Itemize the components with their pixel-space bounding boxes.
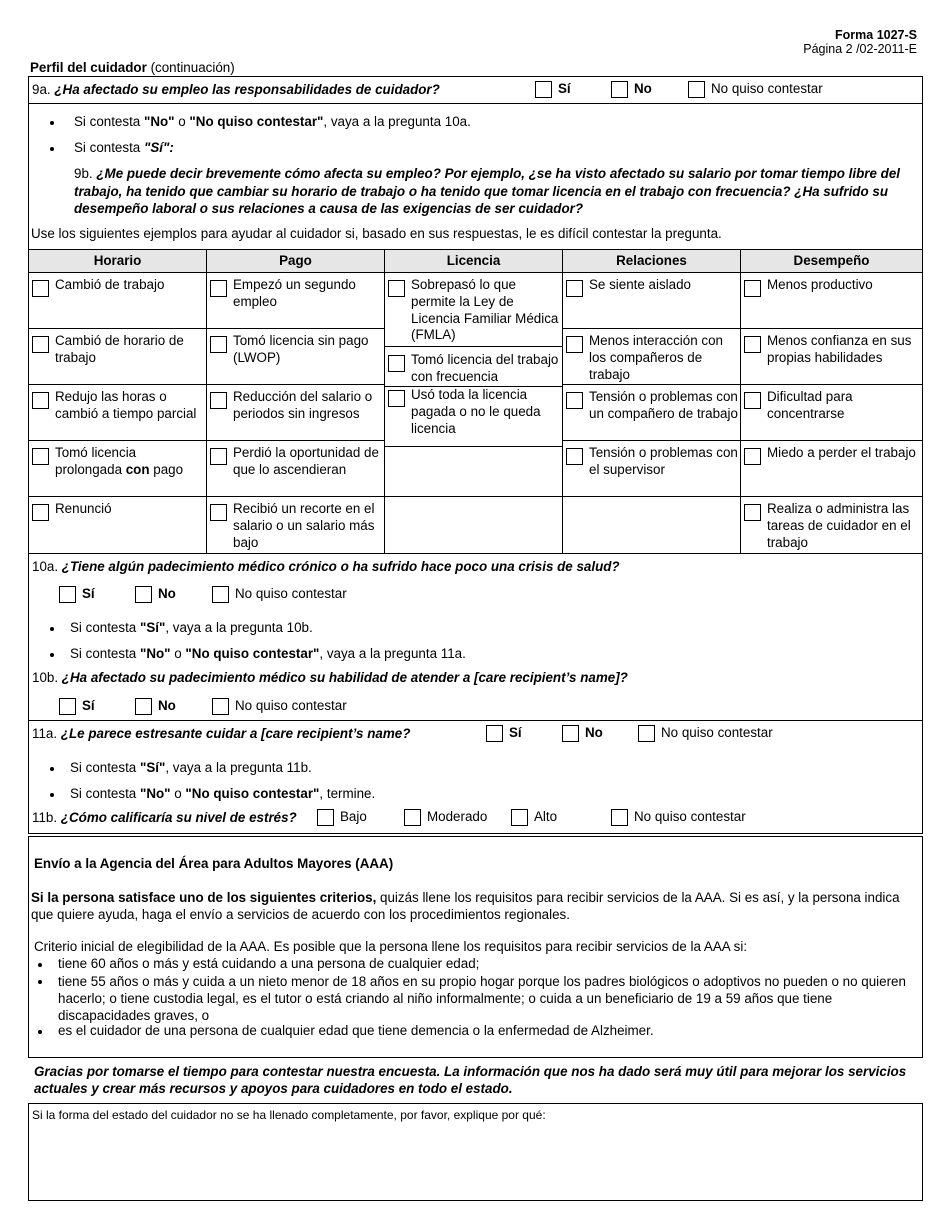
desempeno-dificultad-concentrarse[interactable] — [744, 389, 920, 423]
cell-label: Recibió un recorte en el salario o un salario más bajo — [233, 501, 375, 550]
divider — [562, 440, 740, 441]
desempeno-miedo-perder[interactable] — [744, 445, 920, 465]
thanks-message: Gracias por tomarse el tiempo para contestar nuestra encuesta. La información que nos ha dado será muy útil para mejorar los servicios actuales y crear más recursos y apoyos para cuidadores en todo el estado. — [34, 1064, 907, 1096]
q11b-option-alto[interactable] — [511, 809, 557, 826]
section-title — [30, 60, 235, 77]
cell-label: Menos interacción con los compañeros de trabajo — [589, 333, 723, 382]
option-label: No quiso contestar — [235, 698, 347, 714]
bullet — [50, 147, 54, 151]
cell-label: Realiza o administra las tareas de cuidador en el trabajo — [767, 501, 911, 550]
q10b-option-si[interactable] — [59, 698, 95, 715]
incomplete-explanation-label: Si la forma del estado del cuidador no se ha llenado completamente, por favor, explique por qué: — [32, 1108, 546, 1122]
checkbox[interactable] — [32, 392, 49, 409]
cell-label: Redujo las horas o cambió a tiempo parcial — [55, 389, 197, 421]
checkbox[interactable] — [744, 448, 761, 465]
cell-label: Empezó un segundo empleo — [233, 277, 356, 309]
pago-reduccion-salario[interactable] — [210, 389, 382, 423]
checkbox[interactable] — [611, 809, 628, 826]
relaciones-tension-companero[interactable] — [566, 389, 738, 423]
divider — [562, 384, 740, 385]
divider — [206, 384, 384, 385]
q10b-option-decline[interactable] — [212, 698, 347, 715]
option-label: No quiso contestar — [711, 81, 823, 97]
divider — [206, 328, 384, 329]
option-label: Sí — [82, 586, 95, 602]
col-header-desempeno: Desempeño — [741, 250, 922, 272]
aaa-criteria: Si la persona satisface uno de los siguientes criterios, quizás llene los requisitos para recibir servicios de la AAA. Si es así, y la persona indica que quiere ayuda, haga el envío a servicios de acuerdo con los procedimientos regionales. — [31, 890, 900, 922]
cell-label: Menos productivo — [767, 277, 873, 292]
desempeno-menos-productivo[interactable] — [744, 277, 920, 297]
divider — [740, 496, 923, 497]
q9a-number: 9a. — [32, 82, 51, 97]
checkbox[interactable] — [135, 586, 152, 603]
checkbox[interactable] — [32, 504, 49, 521]
section-title-text: Perfil del cuidador — [30, 60, 147, 75]
page-info: Página 2 /02-2011-E — [803, 42, 917, 56]
horario-licencia-con-pago[interactable] — [32, 445, 204, 479]
desempeno-tareas-cuidador[interactable] — [744, 501, 920, 551]
col-header-pago: Pago — [207, 250, 384, 272]
divider — [28, 553, 923, 554]
option-label: No quiso contestar — [634, 809, 746, 825]
q10b-question: 10b. ¿Ha afectado su padecimiento médico su habilidad de atender a [care recipient’s name]? — [32, 670, 628, 685]
checkbox[interactable] — [212, 586, 229, 603]
q9a-instruction-1: Si contesta "No" o "No quiso contestar", vaya a la pregunta 10a. — [74, 114, 471, 129]
incomplete-explanation-box[interactable] — [28, 1103, 923, 1201]
bullet — [38, 963, 42, 967]
cell-label: Tomó licencia sin pago (LWOP) — [233, 333, 369, 365]
checkbox[interactable] — [566, 392, 583, 409]
divider — [28, 384, 206, 385]
q11a-question: 11a. ¿Le parece estresante cuidar a [care recipient’s name? — [32, 726, 411, 741]
q11a-option-no[interactable] — [562, 725, 603, 742]
checkbox[interactable] — [404, 809, 421, 826]
divider — [28, 328, 206, 329]
cell-label: Tomó licencia prolongada con pago — [55, 445, 184, 477]
q10a-option-si[interactable] — [59, 586, 95, 603]
checkbox[interactable] — [388, 280, 405, 297]
q9b-question: 9b. ¿Me puede decir brevemente cómo afecta su empleo? Por ejemplo, ¿se ha visto afectado su salario por tomar tiempo libre del trabajo, ha tenido que cambiar su horario de trabajo o ha tenido que tomar licencia en el trabajo con frecuencia? ¿Ha sufrido su desempeño laboral o sus relaciones a causa de las exigencias de ser cuidador? — [74, 166, 901, 216]
q11a-instruction-1: Si contesta "Sí", vaya a la pregunta 11b. — [70, 760, 312, 775]
option-label: No quiso contestar — [661, 725, 773, 741]
divider — [384, 346, 562, 347]
aaa-criterion-1: tiene 60 años o más y está cuidando a una persona de cualquier edad; — [58, 956, 480, 971]
cell-label: Cambió de trabajo — [55, 277, 165, 292]
q11a-instruction-2: Si contesta "No" o "No quiso contestar", termine. — [70, 786, 376, 801]
checkbox[interactable] — [486, 725, 503, 742]
option-label: No — [158, 586, 176, 602]
checkbox[interactable] — [638, 725, 655, 742]
checkbox[interactable] — [566, 336, 583, 353]
q9a-instruction-2: Si contesta "Sí": — [74, 140, 174, 155]
checkbox[interactable] — [688, 81, 705, 98]
q10a-option-decline[interactable] — [212, 586, 347, 603]
option-label: Sí — [82, 698, 95, 714]
divider — [206, 496, 384, 497]
horario-renuncio[interactable] — [32, 501, 204, 521]
checkbox[interactable] — [32, 280, 49, 297]
bullet — [38, 980, 42, 984]
cell-label: Cambió de horario de trabajo — [55, 333, 184, 365]
option-label: Moderado — [427, 809, 488, 825]
checkbox[interactable] — [744, 280, 761, 297]
divider — [28, 440, 206, 441]
desempeno-menos-confianza[interactable] — [744, 333, 920, 367]
divider — [740, 328, 923, 329]
form-number: Forma 1027-S — [835, 28, 917, 42]
cell-label: Se siente aislado — [589, 277, 691, 292]
horario-redujo-horas[interactable] — [32, 389, 204, 423]
bullet — [50, 653, 54, 657]
examples-note: Use los siguientes ejemplos para ayudar al cuidador si, basado en sus respuestas, le es difícil contestar la pregunta. — [31, 226, 722, 241]
divider — [562, 496, 740, 497]
relaciones-menos-interaccion[interactable] — [566, 333, 738, 383]
checkbox[interactable] — [388, 390, 405, 407]
q10b-option-no[interactable] — [135, 698, 176, 715]
checkbox[interactable] — [59, 586, 76, 603]
q11b-option-decline[interactable] — [611, 809, 746, 826]
checkbox[interactable] — [744, 504, 761, 521]
q11b-option-bajo[interactable] — [317, 809, 367, 826]
cell-label: Usó toda la licencia pagada o no le queda licencia — [411, 387, 541, 436]
divider — [28, 720, 923, 721]
divider — [562, 249, 563, 553]
q10a-instruction-2: Si contesta "No" o "No quiso contestar", vaya a la pregunta 11a. — [70, 646, 466, 661]
q11b-option-moderado[interactable] — [404, 809, 487, 826]
option-label: No quiso contestar — [235, 586, 347, 602]
checkbox[interactable] — [317, 809, 334, 826]
divider — [740, 440, 923, 441]
cell-label: Reducción del salario o periodos sin ingresos — [233, 389, 373, 421]
q9a-option-si[interactable] — [535, 81, 571, 98]
cell-label: Renunció — [55, 501, 112, 516]
cell-label: Menos confianza en sus propias habilidades — [767, 333, 912, 365]
cell-label: Sobrepasó lo que permite la Ley de Licencia Familiar Médica (FMLA) — [411, 277, 559, 343]
divider — [28, 496, 206, 497]
q11a-option-decline[interactable] — [638, 725, 773, 742]
q11b-question: 11b. ¿Cómo calificaría su nivel de estrés? — [32, 810, 297, 825]
q9a-option-decline[interactable] — [688, 81, 823, 98]
checkbox[interactable] — [210, 336, 227, 353]
aaa-eligibility-intro: Criterio inicial de elegibilidad de la AAA. Es posible que la persona llene los requisitos para recibir servicios de la AAA si: — [34, 939, 748, 954]
option-label: Sí — [509, 725, 522, 741]
pago-perdio-ascenso[interactable] — [210, 445, 382, 479]
cell-label: Dificultad para concentrarse — [767, 389, 853, 421]
option-label: Bajo — [340, 809, 367, 825]
q10a-question: 10a. ¿Tiene algún padecimiento médico crónico o ha sufrido hace poco una crisis de salud? — [32, 559, 620, 574]
cell-label: Tensión o problemas con el supervisor — [589, 445, 738, 477]
q9a-option-no[interactable] — [611, 81, 652, 98]
divider — [384, 446, 562, 447]
divider — [206, 249, 207, 553]
checkbox[interactable] — [210, 392, 227, 409]
option-label: No — [158, 698, 176, 714]
pago-licencia-sin-pago[interactable] — [210, 333, 382, 367]
checkbox[interactable] — [135, 698, 152, 715]
bullet — [50, 793, 54, 797]
bullet — [50, 767, 54, 771]
q9a-text: ¿Ha afectado su empleo las responsabilidades de cuidador? — [54, 82, 440, 97]
cell-label: Miedo a perder el trabajo — [767, 445, 916, 460]
relaciones-tension-supervisor[interactable] — [566, 445, 738, 479]
checkbox[interactable] — [388, 355, 405, 372]
divider — [740, 249, 741, 553]
cell-label: Tomó licencia del trabajo con frecuencia — [411, 352, 559, 384]
col-header-horario: Horario — [29, 250, 206, 272]
divider — [384, 496, 562, 497]
checkbox[interactable] — [744, 392, 761, 409]
licencia-sobrepaso-fmla[interactable] — [388, 277, 560, 344]
col-header-licencia: Licencia — [385, 250, 562, 272]
option-label: Alto — [534, 809, 558, 825]
horario-cambio-trabajo[interactable] — [32, 277, 204, 297]
option-label: Sí — [558, 81, 571, 97]
checkbox[interactable] — [32, 336, 49, 353]
divider — [562, 328, 740, 329]
col-header-relaciones: Relaciones — [563, 250, 740, 272]
relaciones-aislado[interactable] — [566, 277, 738, 297]
divider — [384, 249, 385, 553]
bullet — [50, 121, 54, 125]
divider — [206, 440, 384, 441]
bullet — [38, 1030, 42, 1034]
checkbox[interactable] — [566, 448, 583, 465]
pago-segundo-empleo[interactable] — [210, 277, 382, 311]
bullet — [50, 627, 54, 631]
checkbox[interactable] — [511, 809, 528, 826]
option-label: No — [585, 725, 603, 741]
checkbox[interactable] — [210, 448, 227, 465]
cell-label: Perdió la oportunidad de que lo ascendieran — [233, 445, 379, 477]
aaa-title: Envío a la Agencia del Área para Adultos Mayores (AAA) — [34, 856, 394, 871]
checkbox[interactable] — [210, 280, 227, 297]
option-label: No — [634, 81, 652, 97]
licencia-frecuencia[interactable] — [388, 352, 560, 386]
checkbox[interactable] — [32, 448, 49, 465]
cell-label: Tensión o problemas con un compañero de trabajo — [589, 389, 738, 421]
checkbox[interactable] — [566, 280, 583, 297]
q10a-option-no[interactable] — [135, 586, 176, 603]
checkbox[interactable] — [535, 81, 552, 98]
horario-cambio-horario[interactable] — [32, 333, 204, 367]
checkbox[interactable] — [59, 698, 76, 715]
section-title-suffix: (continuación) — [150, 60, 235, 75]
aaa-criterion-2: tiene 55 años o más y cuida a un nieto menor de 18 años en su propio hogar porque los padres biológicos o adoptivos no pueden o no quieren hacerlo; o tiene custodia legal, es el tutor o está criando al niño informalmente; o cuida a un beneficiario de 19 a 59 años que tiene discapacidades graves, o — [58, 974, 906, 1023]
checkbox[interactable] — [212, 698, 229, 715]
checkbox[interactable] — [210, 504, 227, 521]
checkbox[interactable] — [562, 725, 579, 742]
aaa-criterion-3: es el cuidador de una persona de cualquier edad que tiene demencia o la enfermedad de Alzheimer. — [58, 1023, 654, 1038]
q11a-option-si[interactable] — [486, 725, 522, 742]
divider — [740, 384, 923, 385]
q9a-question — [32, 82, 440, 99]
licencia-uso-toda[interactable] — [388, 387, 560, 437]
divider — [28, 103, 923, 104]
checkbox[interactable] — [611, 81, 628, 98]
checkbox[interactable] — [744, 336, 761, 353]
divider — [28, 272, 923, 273]
q10a-instruction-1: Si contesta "Sí", vaya a la pregunta 10b. — [70, 620, 313, 635]
pago-recorte-salario[interactable] — [210, 501, 382, 551]
